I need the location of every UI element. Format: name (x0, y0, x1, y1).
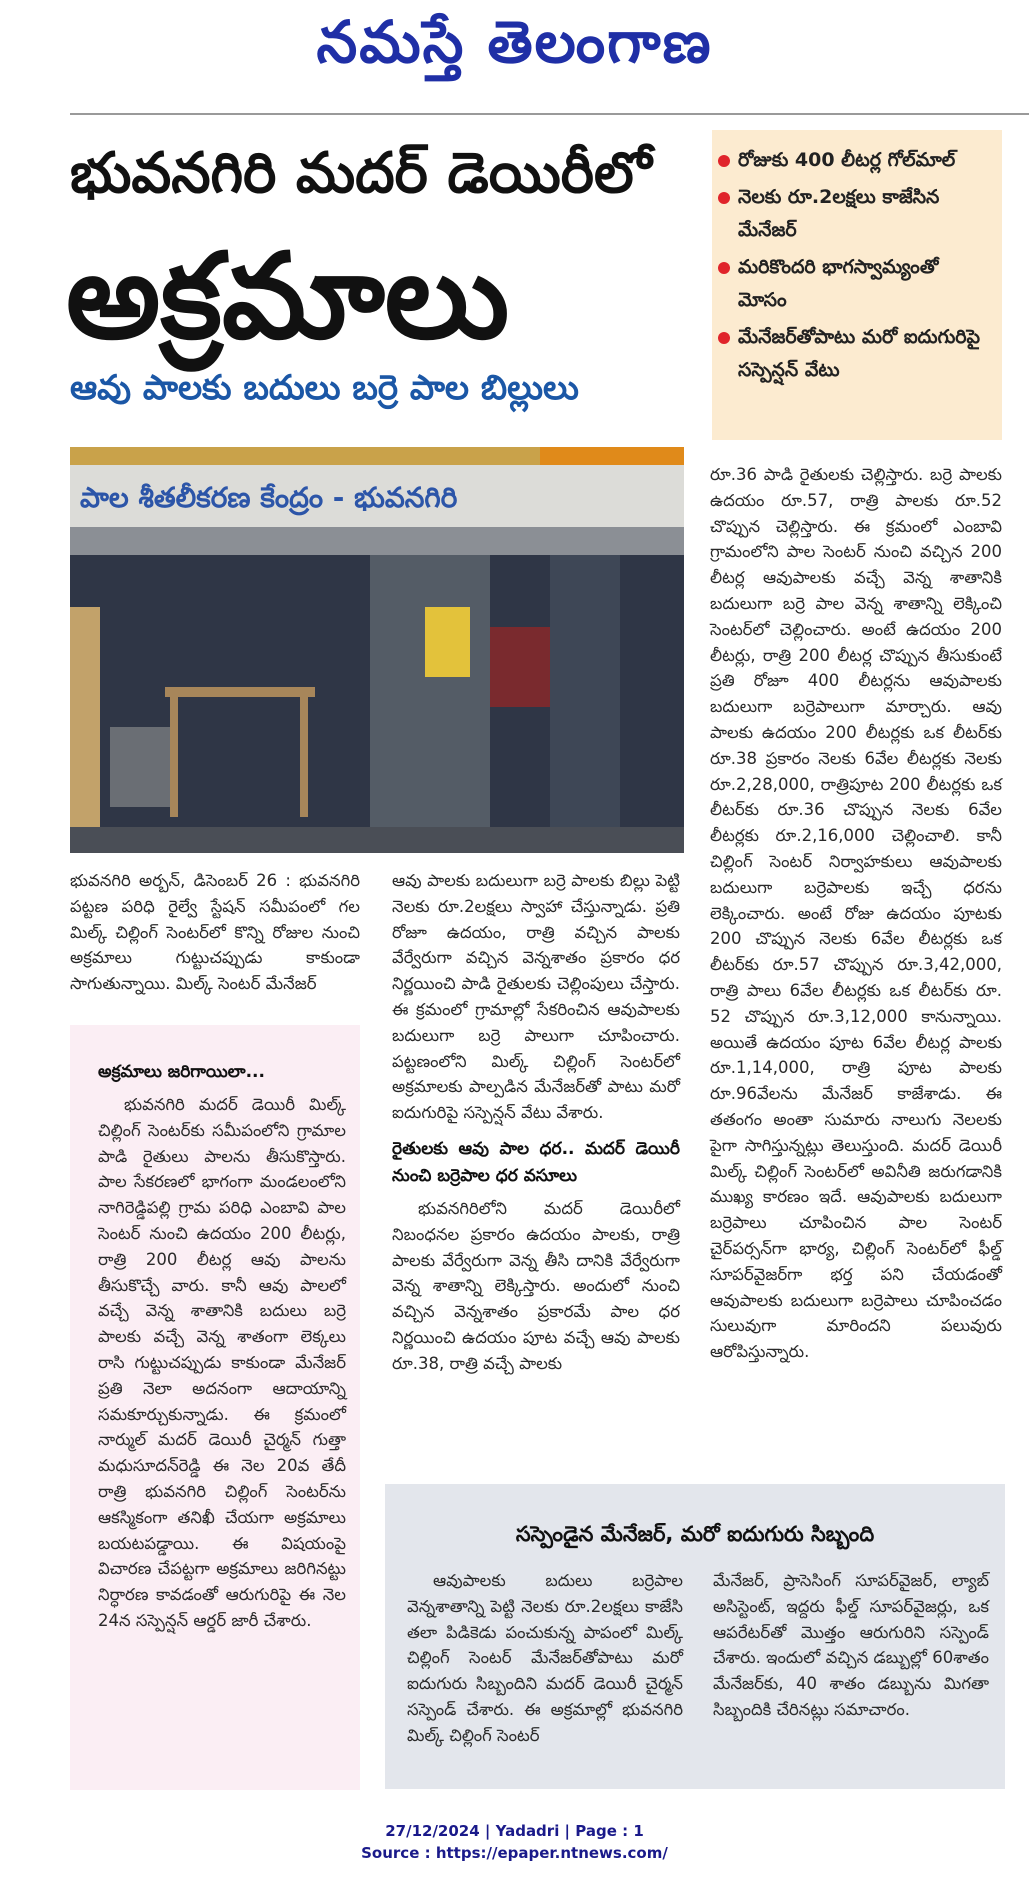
sidebar-story-heading: అక్రమాలు జరిగాయిలా... (98, 1062, 265, 1082)
news-photo (70, 447, 684, 853)
article-paragraph: భువనగిరిలోని మదర్ డెయిరీలో నిబంధనల ప్రకారం ఉదయం పాలకు, రాత్రి పాలకు వేర్వేరుగా వెన్న తీసి దానికి వేర్వేరుగా వెన్న శాతాన్ని లెక్కిస్తారు. అందులో నుంచి వచ్చిన వెన్నశాతం ప్రకారమే పాల ధర నిర్ణయించి ఉదయం పూట వచ్చే ఆవు పాలకు రూ.38, రాత్రి వచ్చే పాలకు (392, 1198, 680, 1373)
article-paragraph: రూ.36 పాడి రైతులకు చెల్లిస్తారు. బర్రె పాలకు ఉదయం రూ.57, రాత్రి పాలకు రూ.52 చొప్పున చెల్లిస్తారు. ఈ క్రమంలో ఎంబావి గ్రామంలోని పాల సెంటర్ నుంచి వచ్చిన 200 లీటర్ల ఆవుపాలకు వచ్చే వెన్న శాతానికి బదులుగా బర్రె పాల వెన్న శాతాన్ని లెక్కించి సెంటర్‌లో చెల్లించారు. అంటే ఉదయం 200 లీటర్లు, రాత్రి 200 లీటర్ల చొప్పున తీసుకుంటే ప్రతి రోజూ 400 లీటర్లను ఆవుపాలకు బదులుగా బర్రెపాలుగా మార్చారు. ఆవు పాలకు ఉదయం 200 లీటర్లకు ఒక లీటర్‌కు రూ.38 ప్రకారం నెలకు 6వేల లీటర్లకు నెలకు రూ.2,28,000, రాత్రిపూట 200 లీటర్లకు ఒక లీటర్‌కు రూ.36 చొప్పున నెలకు 6వేల లీటర్లకు రూ.2,16,000 చెల్లించాలి. కానీ చిల్లింగ్ సెంటర్ నిర్వాహకులు ఆవుపాలకు బదులుగా బర్రెపాలకు ఇచ్చే ధరను లెక్కించారు. అంటే రోజు ఉదయం పూటకు 200 చొప్పున నెలకు 6వేల లీటర్లకు ఒక లీటర్‌కు రూ.57 చొప్పున రూ.3,42,000, రాత్రి పాలు 6వేల లీటర్లకు ఒక లీటర్‌కు రూ. 52 చొప్పున రూ.3,12,000 కానున్నాయి. అయితే ఉదయం పూట 6వేల లీటర్ల పాలకు రూ.1,14,000, రాత్రి పూట పాలకు రూ.96వేలను మేనేజర్ కాజేశాడు. ఈ తతంగం అంతా సుమారు నాలుగు నెలలకు పైగా సాగిస్తున్నట్లు తెలుస్తుంది. మదర్ డెయిరీ మిల్క్ చిల్లింగ్ సెంటర్‌లో అవినీతి జరుగడానికి ముఖ్య కారణం ఇదే. ఆవుపాలకు బదులుగా బర్రెపాలు చూపించిన పాల సెంటర్ చైర్‌పర్సన్‌గా భార్య, చిల్లింగ్ సెంటర్‌లో ఫీల్డ్ సూపర్‌వైజర్‌గా భర్త పని చేయడంతో ఆవుపాలకు బదులుగా బర్రెపాలు చూపించడం సులువుగా మారిందని పలువురు ఆరోపిస్తున్నారు. (710, 465, 1002, 1362)
bullet-icon (718, 262, 730, 274)
bullet-icon (718, 192, 730, 204)
highlight-item: రోజుకు 400 లీటర్ల గోల్‌మాల్ (738, 144, 992, 177)
bullet-icon (718, 332, 730, 344)
bottom-story-box (385, 1484, 1005, 1789)
article-column-3 (710, 462, 1002, 1365)
highlight-item: నెలకు రూ.2లక్షలు కాజేసిన మేనేజర్ (738, 181, 992, 247)
headline-line2: అక్రమాలు (66, 227, 510, 365)
highlight-item: మరికొందరి భాగస్వామ్యంతో మోసం (738, 251, 992, 317)
article-intro: భువనగిరి అర్బన్, డిసెంబర్ 26 : భువనగిరి పట్టణ పరిధి రైల్వే స్టేషన్ సమీపంలో గల మిల్క్ చిల్లింగ్ సెంటర్‌లో కొన్ని రోజుల నుంచి అక్రమాలు గుట్టుచప్పుడు కాకుండా సాగుతున్నాయి. మిల్క్ సెంటర్ మేనేజర్ (70, 871, 360, 994)
signboard-text: పాల శీతలీకరణ కేంద్రం - భువనగిరి (80, 481, 458, 514)
footer (0, 1820, 1029, 1864)
footer-date-line: 27/12/2024 | Yadadri | Page : 1 (385, 1822, 644, 1840)
bullet-icon (718, 155, 730, 167)
subheadline: ఆవు పాలకు బదులు బర్రె పాల బిల్లులు (70, 368, 579, 408)
bottom-story-right: మేనేజర్, ప్రాసెసింగ్ సూపర్‌వైజర్, ల్యాబ్ అసిస్టెంట్, ఇద్దరు ఫీల్డ్ సూపర్‌వైజర్లు, ఒక ఆపరేటర్‌తో మొత్తం ఆరుగురిని సస్పెండ్ చేశారు. ఇందులో వచ్చిన డబ్బుల్లో 60శాతం మేనేజర్‌కు, 40 శాతం డబ్బును మిగతా సిబ్బందికి చేరినట్లు సమాచారం. (713, 1571, 989, 1719)
footer-source-line: Source : https://epaper.ntnews.com/ (361, 1844, 668, 1862)
highlights-box (712, 130, 1002, 440)
bottom-story-left: ఆవుపాలకు బదులు బర్రెపాల వెన్నశాతాన్ని పెట్టి నెలకు రూ.2లక్షలు కాజేసి తలా పిడికెడు పంచుకున్న పాపంలో మిల్క్ చిల్లింగ్ సెంటర్ మేనేజర్‌తోపాటు మరో ఐదుగురు సిబ్బందిని మదర్ డెయిరీ చైర్మన్ సస్పెండ్ చేశారు. ఈ అక్రమాల్లో భువనగిరి మిల్క్ చిల్లింగ్ సెంటర్ (407, 1571, 683, 1745)
article-subheading: రైతులకు ఆవు పాల ధర.. మదర్ డెయిరీ నుంచి బర్రెపాల ధర వసూలు (392, 1138, 680, 1186)
bottom-story-title: సస్పెండైన మేనేజర్, మరో ఐదుగురు సిబ్బంది (515, 1522, 875, 1546)
article-paragraph: ఆవు పాలకు బదులుగా బర్రె పాలకు బిల్లు పెట్టి నెలకు రూ.2లక్షలు స్వాహా చేస్తున్నాడు. ప్రతి రోజూ ఉదయం, రాత్రి వచ్చిన పాలకు వేర్వేరుగా వచ్చిన వెన్నశాతం ప్రకారం ధర నిర్ణయించి పాడి రైతులకు చెల్లింపులు చేస్తారు. ఈ క్రమంలో గ్రామాల్లో సేకరించిన ఆవుపాలకు బదులుగా బర్రె పాలుగా చూపించారు. పట్టణంలోని మిల్క్ చిల్లింగ్ సెంటర్‌లో అక్రమాలకు పాల్పడిన మేనేజర్‌తో పాటు మరో ఐదుగురిపై సస్పెన్షన్ వేటు వేశారు. (392, 871, 680, 1123)
sidebar-story-body: భువనగిరి మదర్ డెయిరీ మిల్క్ చిల్లింగ్ సెంటర్‌కు సమీపంలోని గ్రామాల పాడి రైతులు పాలను తీసుకొస్తారు. పాల సేకరణలో భాగంగా మండలంలోని నాగిరెడ్డిపల్లి గ్రామ పరిధి ఎంబావి పాల సెంటర్ నుంచి ఉదయం 200 లీటర్లు, రాత్రి 200 లీటర్ల ఆవు పాలను తీసుకొచ్చే వారు. కానీ ఆవు పాలలో వచ్చే వెన్న శాతానికి బదులు బర్రె పాలకు వచ్చే వెన్న శాతంగా లెక్కలు రాసి గుట్టుచప్పుడు కాకుండా మేనేజర్ ప్రతి నెలా అదనంగా ఆదాయాన్ని సమకూర్చుకున్నాడు. ఈ క్రమంలో నార్ముల్ మదర్ డెయిరీ చైర్మన్ గుత్తా మధుసూదన్‌రెడ్డి ఈ నెల 20వ తేదీ రాత్రి భువనగిరి చిల్లింగ్ సెంటర్‌ను ఆకస్మికంగా తనిఖీ చేయగా అక్రమాలు బయటపడ్డాయి. ఈ విషయంపై విచారణ చేపట్టగా అక్రమాలు జరిగినట్టు నిర్ధారణ కావడంతో ఆరుగురిపై ఈ నెల 24న సస్పెన్షన్ ఆర్డర్ జారీ చేశారు. (98, 1095, 346, 1630)
headline-line1: భువనగిరి మదర్ డెయిరీలో (70, 141, 652, 206)
masthead-logo: నమస్తే తెలంగాణ (316, 8, 713, 76)
highlight-item: మేనేజర్‌తోపాటు మరో ఐదుగురిపై సస్పెన్షన్ వేటు (738, 321, 992, 387)
masthead-divider (70, 113, 1029, 115)
sidebar-story-box (70, 1025, 360, 1790)
article-column-2 (392, 868, 680, 1377)
